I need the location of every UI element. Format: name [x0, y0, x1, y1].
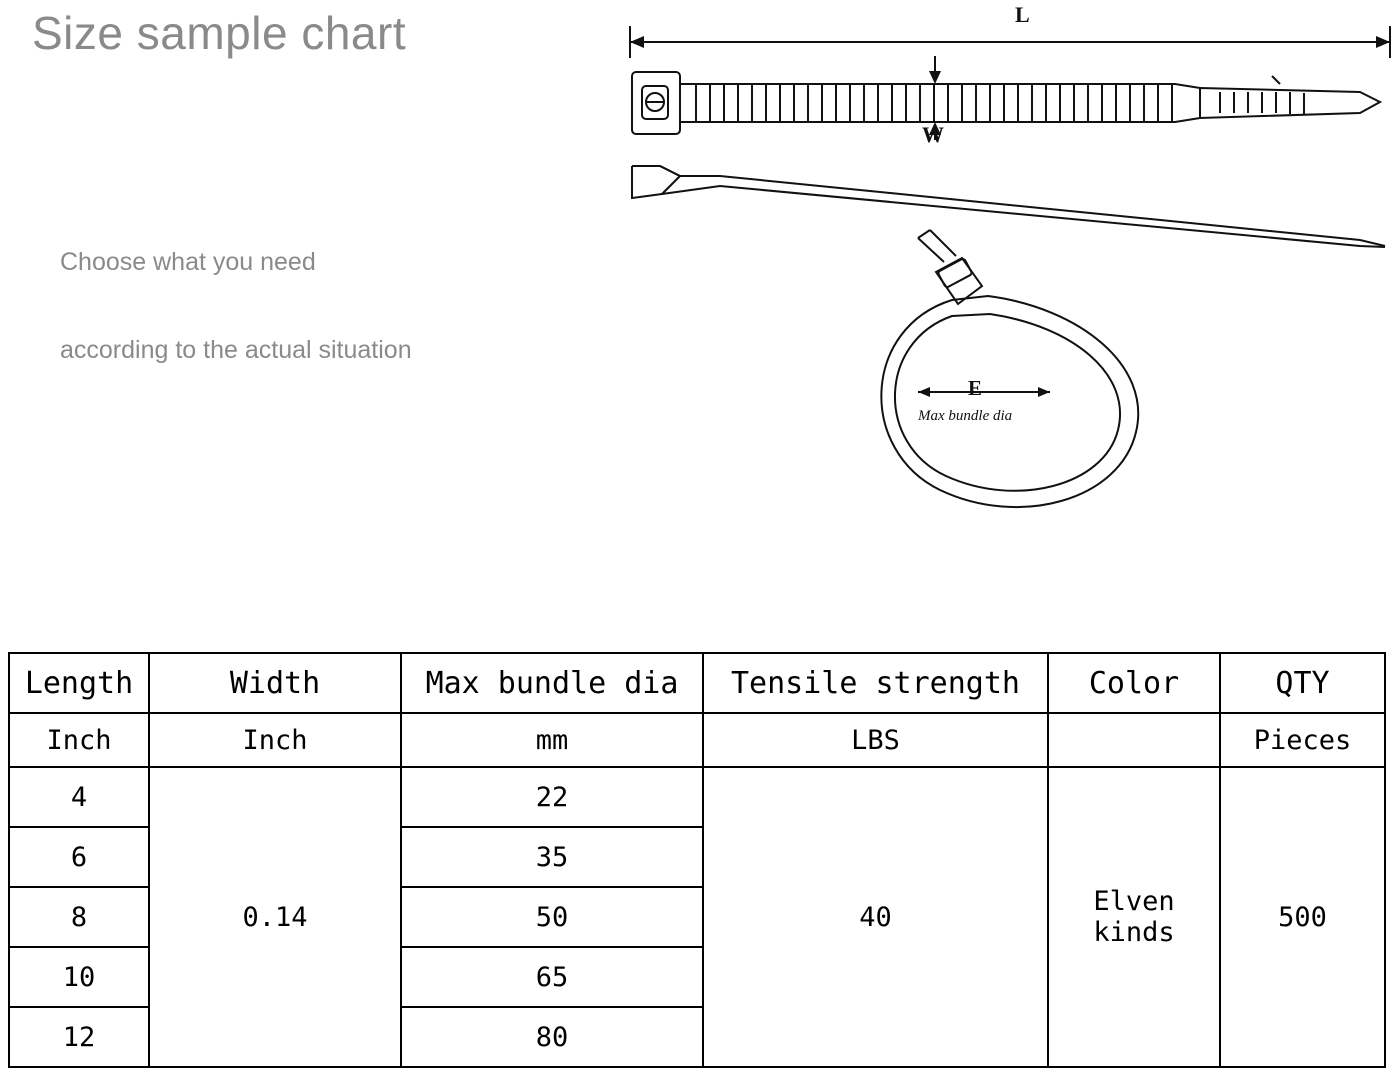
cell-length: 8: [9, 887, 149, 947]
label-bundle-dia: E: [968, 376, 983, 400]
tagline-line-1: Choose what you need: [60, 248, 316, 276]
cell-qty-merged: 500: [1220, 767, 1385, 1067]
cell-dia: 22: [401, 767, 703, 827]
cell-dia: 50: [401, 887, 703, 947]
tagline-line-2: according to the actual situation: [60, 336, 412, 364]
page-title: Size sample chart: [32, 7, 407, 59]
cell-width-merged: 0.14: [149, 767, 401, 1067]
label-width: W: [922, 122, 944, 147]
label-length: L: [1015, 2, 1030, 27]
cell-length: 6: [9, 827, 149, 887]
table-header-row: [9, 653, 1385, 713]
unit-color: [1048, 713, 1220, 767]
unit-qty: Pieces: [1220, 713, 1385, 767]
label-bundle-caption: Max bundle dia: [918, 408, 1013, 424]
cell-tensile-merged: 40: [703, 767, 1048, 1067]
unit-width: Inch: [149, 713, 401, 767]
cable-tie-diagram: [600, 0, 1399, 530]
cell-dia: 65: [401, 947, 703, 1007]
table-row: [9, 767, 1385, 827]
specification-table: [8, 652, 1386, 1068]
unit-length: Inch: [9, 713, 149, 767]
unit-max-bundle-dia: mm: [401, 713, 703, 767]
unit-tensile-strength: LBS: [703, 713, 1048, 767]
header-width: Width: [149, 653, 401, 713]
cell-dia: 80: [401, 1007, 703, 1067]
cell-color-merged: Elven kinds: [1048, 767, 1220, 1067]
table-unit-row: [9, 713, 1385, 767]
header-tensile-strength: Tensile strength: [703, 653, 1048, 713]
cell-length: 10: [9, 947, 149, 1007]
header-length: Length: [9, 653, 149, 713]
cell-dia: 35: [401, 827, 703, 887]
cable-tie-illustration: [600, 0, 1399, 530]
header-color: Color: [1048, 653, 1220, 713]
header-max-bundle-dia: Max bundle dia: [401, 653, 703, 713]
cell-length: 4: [9, 767, 149, 827]
header-qty: QTY: [1220, 653, 1385, 713]
cell-length: 12: [9, 1007, 149, 1067]
